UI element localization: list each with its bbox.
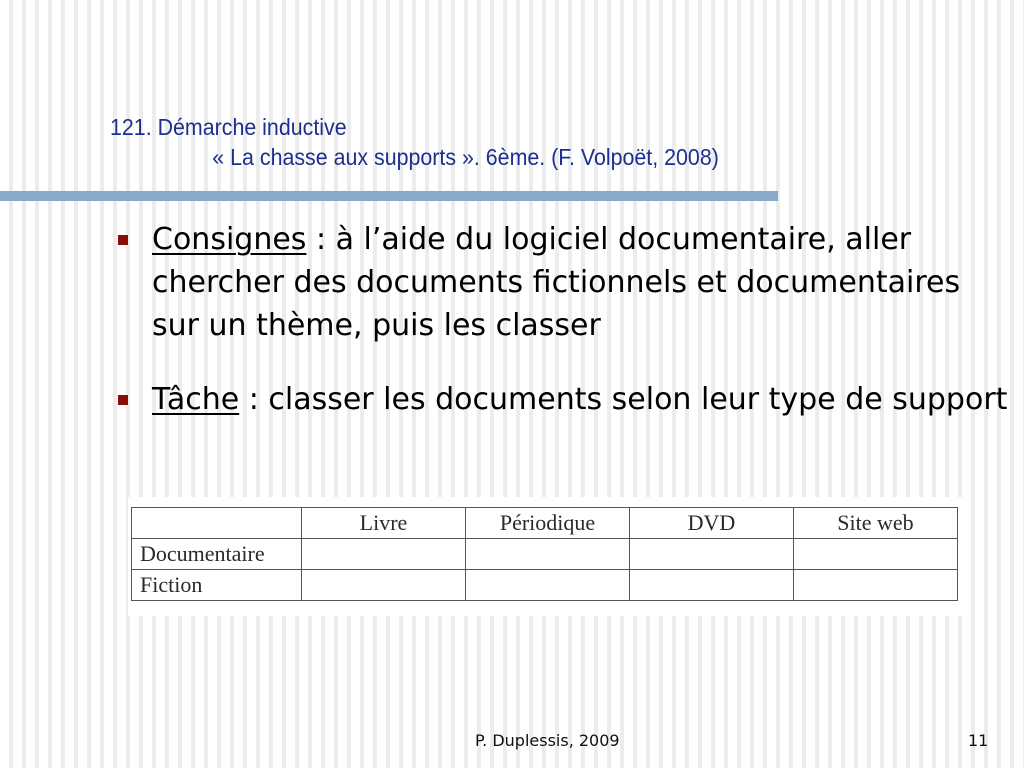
- column-header-dvd: DVD: [630, 508, 794, 539]
- table-cell: [466, 539, 630, 570]
- table-cell: [302, 570, 466, 601]
- column-header-livre: Livre: [302, 508, 466, 539]
- table-cell: [302, 539, 466, 570]
- page-number: 11: [968, 731, 989, 750]
- row-header-documentaire: Documentaire: [132, 539, 302, 570]
- bullet-term: Consignes: [152, 222, 307, 257]
- table-row: [132, 570, 958, 601]
- support-table-panel: [128, 497, 965, 616]
- column-header-periodique: Périodique: [466, 508, 630, 539]
- table-cell: [466, 570, 630, 601]
- footer-author: P. Duplessis, 2009: [475, 731, 620, 750]
- row-header-fiction: Fiction: [132, 570, 302, 601]
- table-cell: [630, 539, 794, 570]
- table-row: [132, 539, 958, 570]
- table-cell: [630, 570, 794, 601]
- bullet-text: : classer les documents selon leur type de support: [239, 382, 1008, 417]
- slide-title-line-1: 121. Démarche inductive: [110, 114, 347, 140]
- column-header-site-web: Site web: [794, 508, 958, 539]
- bullet-item-tache: [112, 378, 1012, 421]
- table-corner-cell: [132, 508, 302, 539]
- support-table: [131, 507, 958, 601]
- slide-title: [110, 112, 928, 172]
- bullet-text: : à l’aide du logiciel documentaire, aller chercher des documents fictionnels et documentaires sur un thème, puis les classer: [152, 222, 961, 343]
- bullet-list: [112, 218, 1012, 452]
- bullet-item-consignes: [112, 218, 1012, 347]
- table-cell: [794, 539, 958, 570]
- bullet-term: Tâche: [152, 382, 240, 417]
- slide-title-line-2: « La chasse aux supports ». 6ème. (F. Volpoët, 2008): [212, 144, 719, 170]
- table-cell: [794, 570, 958, 601]
- square-bullet-icon: [118, 235, 128, 245]
- table-header-row: [132, 508, 958, 539]
- square-bullet-icon: [118, 395, 128, 405]
- title-divider: [0, 191, 778, 201]
